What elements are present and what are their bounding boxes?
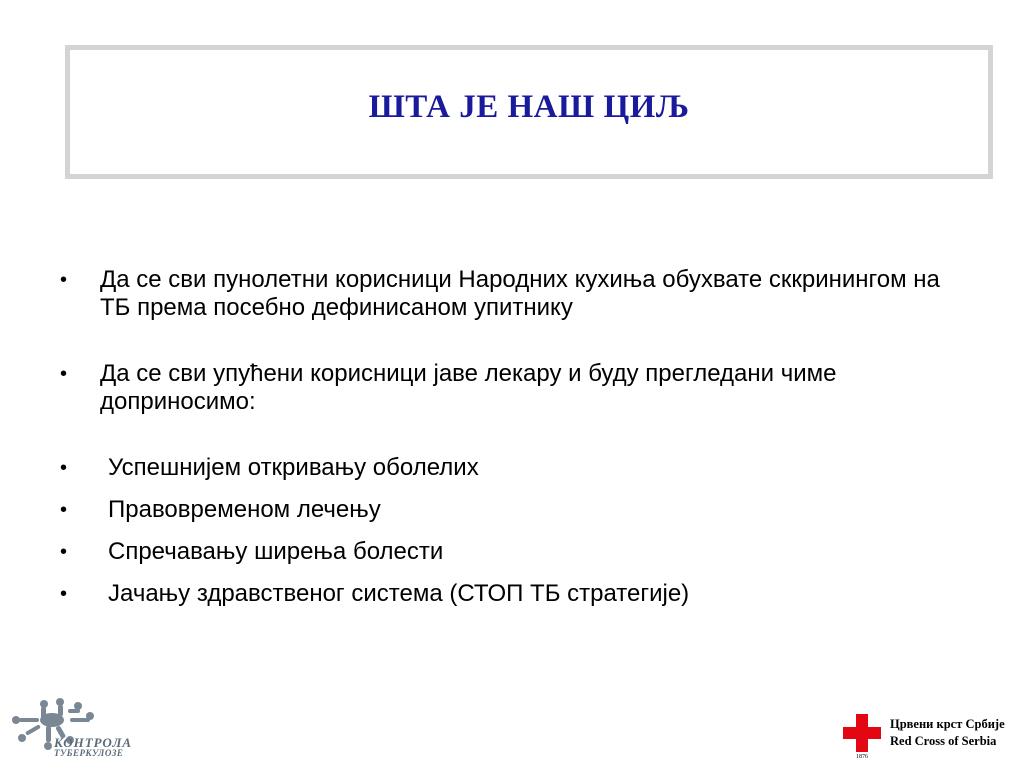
bullet-item [60, 360, 960, 416]
title-frame [65, 45, 993, 179]
bullet-marker: • [60, 457, 68, 479]
bullet-marker: • [60, 363, 68, 385]
red-cross-name [890, 716, 1005, 750]
bullet-text: Да се сви упућени корисници јаве лекару и буду прегледани чиме доприносимо: [100, 360, 837, 415]
red-cross-name-en: Red Cross of Serbia [890, 734, 997, 748]
bullet-item [60, 266, 960, 322]
bullet-text: Да се сви пунолетни корисници Народних кухиња обухвате сккринингом на ТБ према посебно дефинисаном упитнику [100, 266, 940, 321]
red-cross-icon [843, 714, 881, 752]
bullet-item [60, 538, 960, 566]
bullet-marker: • [60, 541, 68, 563]
red-cross-name-sr: Црвени крст Србије [890, 717, 1005, 731]
bullet-marker: • [60, 269, 68, 291]
red-cross-year: 1876 [856, 754, 868, 760]
bullet-marker: • [60, 583, 68, 605]
bullet-item [60, 580, 960, 608]
slide-title: ШТА ЈЕ НАШ ЦИЉ [368, 88, 690, 125]
bullet-item [60, 454, 960, 482]
tb-logo-line2: ТУБЕРКУЛОЗЕ [54, 748, 124, 758]
tb-logo-caption [54, 737, 132, 759]
bullet-text: Спречавању ширења болести [108, 538, 444, 565]
bullet-list [60, 266, 960, 608]
bullet-text: Правовременом лечењу [108, 496, 381, 523]
tb-logo-line1: КОНТРОЛА [54, 735, 133, 750]
bullet-text: Успешнијем откривању оболелих [108, 454, 479, 481]
bullet-item [60, 496, 960, 524]
bullet-marker: • [60, 499, 68, 521]
bullet-text: Јачању здравственог система (СТОП ТБ стратегије) [108, 580, 690, 607]
